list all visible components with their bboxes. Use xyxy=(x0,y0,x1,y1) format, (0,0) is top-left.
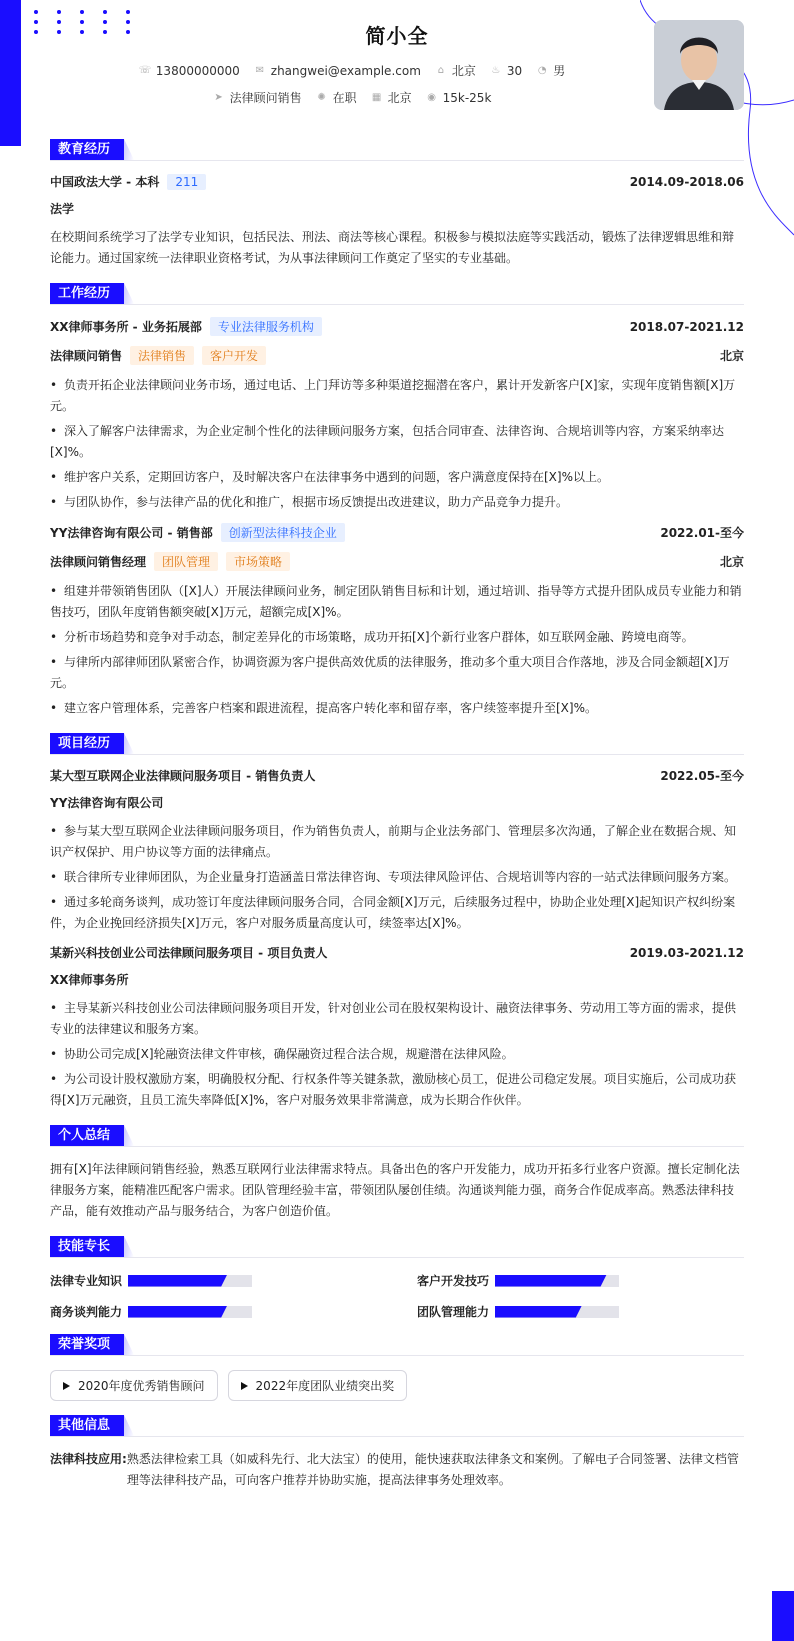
work-section-title: 工作经历 xyxy=(50,283,124,304)
bullet-item xyxy=(50,1044,744,1065)
education-section-header xyxy=(50,139,744,161)
skill-bar-fill xyxy=(495,1306,582,1318)
projects-section xyxy=(50,733,744,1111)
resume-header xyxy=(0,0,794,130)
bullet-text: 主导某新兴科技创业公司法律顾问服务项目开发，针对创业公司在股权架构设计、融资法律事务、劳动用工等方面的需求，提供专业的法律建议和服务方案。 xyxy=(50,1001,737,1036)
work-item-header xyxy=(50,317,744,336)
contact-item-text: 13800000000 xyxy=(155,63,240,78)
skill-name: 商务谈判能力 xyxy=(50,1305,123,1319)
project-item xyxy=(50,944,744,1111)
role-tag: 客户开发 xyxy=(202,346,266,365)
home-icon: ⌂ xyxy=(437,64,445,76)
project-org: XX律师事务所 xyxy=(50,973,129,987)
work-item-header xyxy=(50,523,744,542)
other-info-label: 法律科技应用: xyxy=(50,1452,127,1466)
contact-item xyxy=(435,62,476,79)
skills-section-header xyxy=(50,1236,744,1258)
company-tag: 创新型法律科技企业 xyxy=(221,523,345,542)
project-header xyxy=(50,944,744,961)
bullet-text: 联合律所专业律师团队，为企业量身打造涵盖日常法律咨询、专项法律风险评估、合规培训等内容的一站式法律顾问服务方案。 xyxy=(64,870,737,884)
contact-item xyxy=(316,89,357,106)
education-row xyxy=(50,173,744,190)
project-bullets xyxy=(50,821,744,934)
bullet-dot: • xyxy=(50,870,58,884)
skill-bar-fill xyxy=(128,1275,227,1287)
company-name: XX律师事务所 - 业务拓展部 xyxy=(50,320,202,334)
role-title: 法律顾问销售经理 xyxy=(50,555,147,569)
role-title: 法律顾问销售 xyxy=(50,349,123,363)
work-section xyxy=(50,283,744,719)
bullet-item xyxy=(50,698,744,719)
bullet-text: 建立客户管理体系，完善客户档案和跟进流程，提高客户转化率和留存率，客户续签率提升至[X]%。 xyxy=(64,701,597,715)
bullet-dot: • xyxy=(50,630,58,644)
skills-grid xyxy=(50,1270,744,1320)
work-role-row xyxy=(50,552,744,571)
contact-item-text: 北京 xyxy=(451,64,476,78)
skill-bar xyxy=(128,1306,252,1318)
contact-item-text: 15k-25k xyxy=(442,90,492,105)
bullet-item xyxy=(50,421,744,463)
work-city: 北京 xyxy=(719,349,744,363)
bullet-text: 通过多轮商务谈判，成功签订年度法律顾问服务合同，合同金额[X]万元，后续服务过程中，协助企业处理[X]起知识产权纠纷案件，为企业挽回经济损失[X]万元，客户对服务质量高度认可，续签率达[X]%。 xyxy=(50,895,736,930)
honors-list xyxy=(50,1368,744,1401)
skill-name: 客户开发技巧 xyxy=(417,1274,490,1288)
work-role-row xyxy=(50,346,744,365)
bullet-text: 与团队协作，参与法律产品的优化和推广，根据市场反馈提出改进建议，助力产品竞争力提升。 xyxy=(64,495,569,509)
major: 法学 xyxy=(50,202,75,216)
contact-item xyxy=(254,62,421,79)
summary-section-title: 个人总结 xyxy=(50,1125,124,1146)
contact-item-text: 法律顾问销售 xyxy=(229,91,302,105)
candidate-name: 简小全 xyxy=(365,24,429,48)
project-header xyxy=(50,767,744,784)
bullet-text: 参与某大型互联网企业法律顾问服务项目，作为销售负责人，前期与企业法务部门、管理层多次沟通，了解企业在数据合规、知识产权保护、用户协议等方面的法律痛点。 xyxy=(50,824,737,859)
work-date: 2022.01-至今 xyxy=(660,526,744,540)
profile-photo xyxy=(654,20,744,110)
skill-item xyxy=(50,1272,377,1289)
contact-row-2 xyxy=(60,89,644,106)
bullet-text: 为公司设计股权激励方案，明确股权分配、行权条件等关键条款，激励核心员工，促进公司稳定发展。项目实施后，公司成功获得[X]万元融资，且员工流失率降低[X]%，客户对服务效果非常满意，成为长期合作伙伴。 xyxy=(50,1072,737,1107)
contact-item-text: 北京 xyxy=(387,91,412,105)
work-city: 北京 xyxy=(719,555,744,569)
bullet-dot: • xyxy=(50,824,58,838)
work-item-company-group xyxy=(50,317,322,336)
skill-bar xyxy=(128,1275,252,1287)
skill-bar xyxy=(495,1275,619,1287)
education-description: 在校期间系统学习了法学专业知识，包括民法、刑法、商法等核心课程。积极参与模拟法庭等实践活动，锻炼了法律逻辑思维和辩论能力。通过国家统一法律职业资格考试，为从事法律顾问工作奠定了坚实的专业基础。 xyxy=(50,230,735,265)
bullet-text: 协助公司完成[X]轮融资法律文件审核，确保融资过程合法合规，规避潜在法律风险。 xyxy=(64,1047,514,1061)
contact-item xyxy=(371,89,412,106)
honor-text: 2020年度优秀销售顾问 xyxy=(78,1379,205,1393)
project-bullets xyxy=(50,998,744,1111)
bullet-dot: • xyxy=(50,495,58,509)
bullet-dot: • xyxy=(50,378,58,392)
bottom-right-accent-bar xyxy=(772,1591,794,1641)
education-section-title: 教育经历 xyxy=(50,139,124,160)
bullet-text: 分析市场趋势和竞争对手动态，制定差异化的市场策略，成功开拓[X]个新行业客户群体，如互联网金融、跨境电商等。 xyxy=(64,630,694,644)
bullet-dot: • xyxy=(50,1001,58,1015)
bullet-item xyxy=(50,892,744,934)
play-triangle-icon xyxy=(241,1382,248,1390)
bullet-item xyxy=(50,867,744,888)
honors-section-title: 荣誉奖项 xyxy=(50,1334,124,1355)
status-icon: ✺ xyxy=(317,91,326,103)
other-section-header xyxy=(50,1415,744,1437)
other-section xyxy=(50,1415,744,1491)
school-name: 中国政法大学 - 本科 xyxy=(50,175,160,189)
honor-text: 2022年度团队业绩突出奖 xyxy=(255,1379,395,1393)
work-section-header xyxy=(50,283,744,305)
project-name: 某新兴科技创业公司法律顾问服务项目 - 项目负责人 xyxy=(50,946,328,960)
other-info-row xyxy=(50,1449,744,1491)
skill-bar xyxy=(495,1306,619,1318)
project-date: 2022.05-至今 xyxy=(660,769,744,783)
skill-name: 团队管理能力 xyxy=(417,1305,490,1319)
skill-bar-fill xyxy=(495,1275,607,1287)
skill-item xyxy=(50,1303,377,1320)
cake-icon: ♨ xyxy=(491,64,501,76)
project-date: 2019.03-2021.12 xyxy=(629,945,744,960)
work-item xyxy=(50,523,744,719)
projects-section-title: 项目经历 xyxy=(50,733,124,754)
other-section-title: 其他信息 xyxy=(50,1415,124,1436)
work-role-group xyxy=(50,346,266,365)
send-icon: ➤ xyxy=(214,91,223,103)
summary-section xyxy=(50,1125,744,1222)
honor-badge xyxy=(228,1370,408,1401)
summary-section-header xyxy=(50,1125,744,1147)
contact-row-1 xyxy=(60,62,644,79)
school-tag: 211 xyxy=(167,174,206,190)
bullet-dot: • xyxy=(50,424,58,438)
contact-item-text: zhangwei@example.com xyxy=(270,63,421,78)
skill-bar-fill xyxy=(128,1306,227,1318)
role-tag: 市场策略 xyxy=(226,552,290,571)
gender-icon: ◔ xyxy=(537,64,547,76)
contact-item-text: 30 xyxy=(506,63,523,78)
contact-item-text: 在职 xyxy=(332,91,357,105)
bullet-dot: • xyxy=(50,1072,58,1086)
company-tag: 专业法律服务机构 xyxy=(210,317,322,336)
bullet-text: 负责开拓企业法律顾问业务市场，通过电话、上门拜访等多种渠道挖掘潜在客户，累计开发新客户[X]家，实现年度销售额[X]万元。 xyxy=(50,378,736,413)
skills-section xyxy=(50,1236,744,1320)
skills-section-title: 技能专长 xyxy=(50,1236,124,1257)
resume-content xyxy=(50,139,744,1505)
bullet-item xyxy=(50,467,744,488)
work-bullets xyxy=(50,581,744,719)
project-item xyxy=(50,767,744,934)
work-role-group xyxy=(50,552,290,571)
bullet-text: 维护客户关系，定期回访客户，及时解决客户在法律事务中遇到的问题，客户满意度保持在[X]%以上。 xyxy=(64,470,609,484)
bullet-dot: • xyxy=(50,655,58,669)
bullet-item xyxy=(50,821,744,863)
bullet-text: 组建并带领销售团队（[X]人）开展法律顾问业务，制定团队销售目标和计划，通过培训、指导等方式提升团队成员专业能力和销售技巧，团队年度销售额突破[X]万元，超额完成[X]%。 xyxy=(50,584,742,619)
bullet-item xyxy=(50,492,744,513)
bullet-text: 深入了解客户法律需求，为企业定制个性化的法律顾问服务方案，包括合同审查、法律咨询、合规培训等内容，方案采纳率达[X]%。 xyxy=(50,424,725,459)
bullet-dot: • xyxy=(50,470,58,484)
skill-item xyxy=(417,1303,744,1320)
role-tag: 法律销售 xyxy=(130,346,194,365)
contact-item xyxy=(490,62,522,79)
play-triangle-icon xyxy=(63,1382,70,1390)
honor-badge xyxy=(50,1370,218,1401)
projects-section-header xyxy=(50,733,744,755)
contact-item xyxy=(213,89,302,106)
contact-item xyxy=(139,62,240,79)
education-section xyxy=(50,139,744,269)
salary-icon: ◉ xyxy=(427,91,436,103)
building-icon: ▦ xyxy=(371,91,382,103)
contact-item xyxy=(536,62,565,79)
skill-name: 法律专业知识 xyxy=(50,1274,123,1288)
mail-icon: ✉ xyxy=(255,64,264,76)
other-info-text: 熟悉法律检索工具（如威科先行、北大法宝）的使用，能快速获取法律条文和案例。了解电子合同签署、法律文档管理等法律科技产品，可向客户推荐并协助实施，提高法律事务处理效率。 xyxy=(126,1452,739,1487)
work-date: 2018.07-2021.12 xyxy=(629,319,744,334)
work-item xyxy=(50,317,744,513)
bullet-item xyxy=(50,375,744,417)
contact-item-text: 男 xyxy=(553,64,566,78)
work-bullets xyxy=(50,375,744,513)
company-name: YY法律咨询有限公司 - 销售部 xyxy=(50,526,213,540)
project-name: 某大型互联网企业法律顾问服务项目 - 销售负责人 xyxy=(50,769,316,783)
role-tag: 团队管理 xyxy=(154,552,218,571)
bullet-item xyxy=(50,998,744,1040)
skill-item xyxy=(417,1272,744,1289)
contact-item xyxy=(426,89,492,106)
bullet-dot: • xyxy=(50,701,58,715)
bullet-text: 与律所内部律师团队紧密合作，协调资源为客户提供高效优质的法律服务，推动多个重大项目合作落地，涉及合同金额超[X]万元。 xyxy=(50,655,730,690)
bullet-item xyxy=(50,652,744,694)
bullet-dot: • xyxy=(50,1047,58,1061)
education-date: 2014.09-2018.06 xyxy=(629,174,744,189)
work-item-company-group xyxy=(50,523,345,542)
bullet-dot: • xyxy=(50,584,58,598)
honors-section-header xyxy=(50,1334,744,1356)
bullet-item xyxy=(50,581,744,623)
honors-section xyxy=(50,1334,744,1401)
bullet-item xyxy=(50,627,744,648)
summary-text: 拥有[X]年法律顾问销售经验，熟悉互联网行业法律需求特点。具备出色的客户开发能力，成功开拓多行业客户资源。擅长定制化法律服务方案，能精准匹配客户需求。团队管理经验丰富，带领团队屡创佳绩。沟通谈判能力强，商务合作促成率高。熟悉法律科技产品，能有效推动产品与服务结合，为客户创造价值。 xyxy=(50,1162,740,1218)
bullet-dot: • xyxy=(50,895,58,909)
bullet-item xyxy=(50,1069,744,1111)
phone-icon: ☏ xyxy=(138,64,152,76)
project-org: YY法律咨询有限公司 xyxy=(50,796,164,810)
